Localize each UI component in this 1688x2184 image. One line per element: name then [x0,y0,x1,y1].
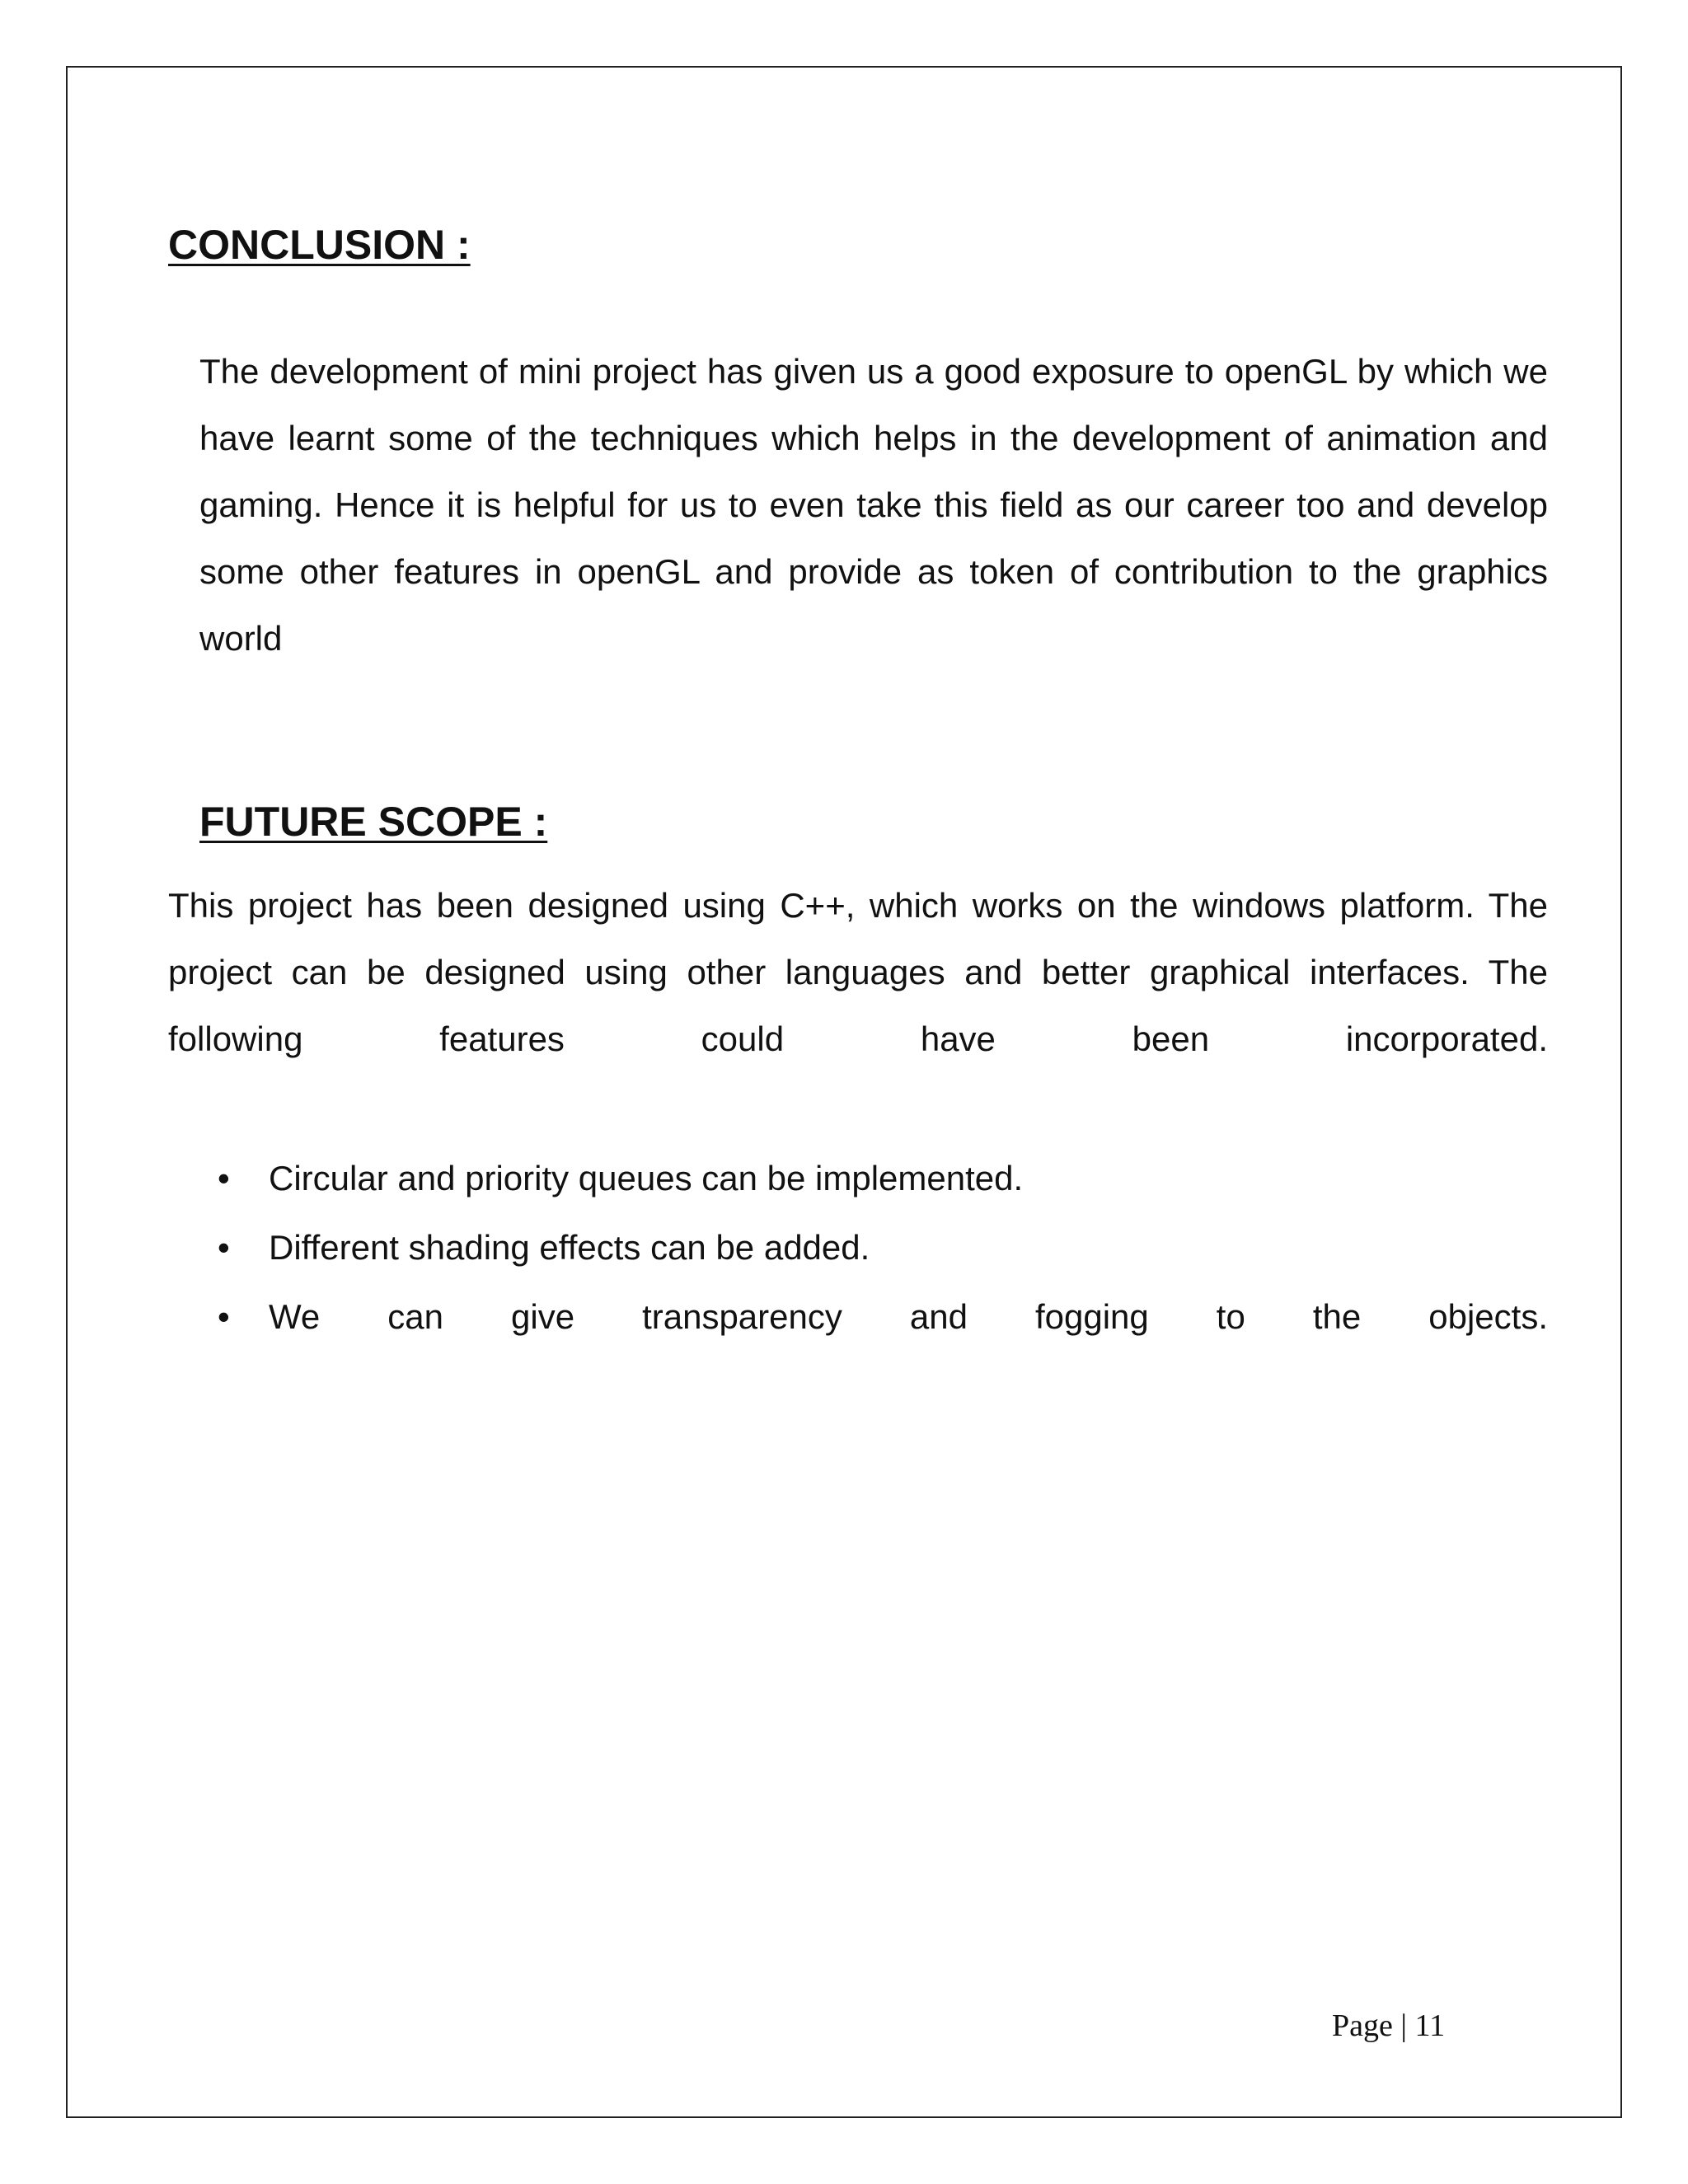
list-item [199,1282,1548,1352]
page-number: Page | 11 [1332,2008,1446,2043]
future-scope-heading: FUTURE SCOPE : [199,799,548,845]
bullet-icon: • [218,1228,230,1267]
future-scope-list [199,1144,1548,1352]
bullet-icon: • [218,1297,230,1336]
conclusion-heading: CONCLUSION : [168,222,471,268]
conclusion-paragraph: The development of mini project has given us a good exposure to openGL by which we have learnt some of the techniques which helps in the development of animation and gaming. Hence it is helpful for us to even take this field as our career too and develop some other features in openGL and provide as token of contribution to the graphics world [199,352,1548,658]
list-item-text: We can give transparency and fogging to the objects. [269,1297,1548,1336]
future-scope-paragraph: This project has been designed using C++, which works on the windows platform. The project can be designed using other languages and better graphical interfaces. The following features could have been incorporated. [168,886,1548,1058]
list-item-text: Different shading effects can be added. [269,1228,870,1267]
bullet-icon: • [218,1159,230,1197]
list-item-text: Circular and priority queues can be implemented. [269,1159,1024,1197]
list-item [199,1213,1548,1282]
list-item [199,1144,1548,1213]
